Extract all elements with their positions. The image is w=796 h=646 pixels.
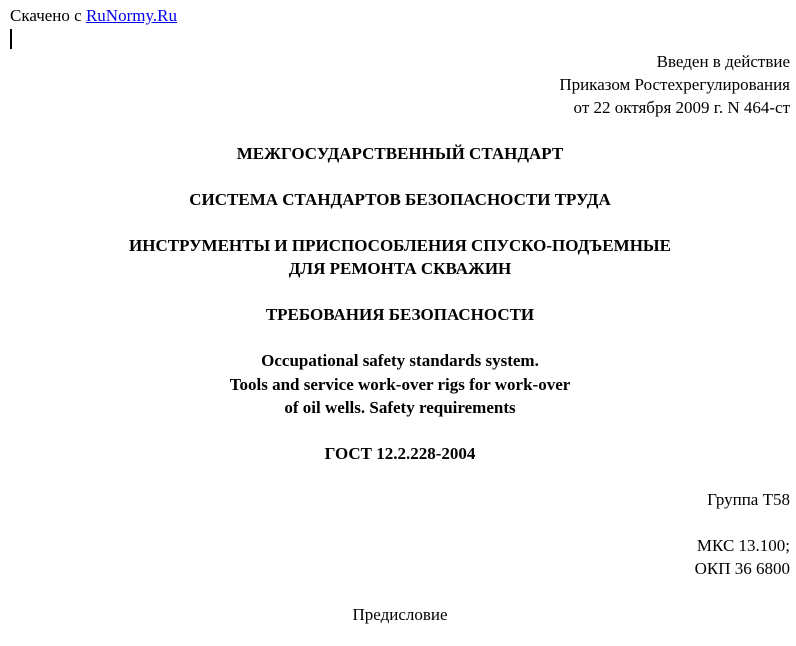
foreword-heading: Предисловие xyxy=(352,605,448,624)
english-title-line-2: Tools and service work-over rigs for work-over xyxy=(229,375,571,394)
enactment-line-3: от 22 октября 2009 г. N 464-ст xyxy=(573,98,790,117)
text-cursor xyxy=(10,29,12,49)
source-link[interactable]: RuNormy.Ru xyxy=(85,6,177,25)
english-title-line-1: Occupational safety standards system. xyxy=(261,351,539,370)
source-line xyxy=(10,6,177,26)
group-code: Группа Т58 xyxy=(707,490,790,509)
heading-requirements: ТРЕБОВАНИЯ БЕЗОПАСНОСТИ xyxy=(265,305,535,324)
enactment-line-1: Введен в действие xyxy=(656,52,790,71)
heading-system: СИСТЕМА СТАНДАРТОВ БЕЗОПАСНОСТИ ТРУДА xyxy=(189,190,611,209)
heading-title-line-2: ДЛЯ РЕМОНТА СКВАЖИН xyxy=(288,259,512,278)
heading-interstate-standard: МЕЖГОСУДАРСТВЕННЫЙ СТАНДАРТ xyxy=(236,144,564,163)
mks-code: МКС 13.100; xyxy=(696,536,790,555)
source-prefix: Скачено с xyxy=(10,6,86,25)
okp-code: ОКП 36 6800 xyxy=(694,559,790,578)
gost-number: ГОСТ 12.2.228-2004 xyxy=(324,444,476,463)
english-title-line-3: of oil wells. Safety requirements xyxy=(284,398,516,417)
enactment-line-2: Приказом Ростехрегулирования xyxy=(559,75,790,94)
heading-title-line-1: ИНСТРУМЕНТЫ И ПРИСПОСОБЛЕНИЯ СПУСКО-ПОДЪЕМНЫЕ xyxy=(129,236,671,255)
